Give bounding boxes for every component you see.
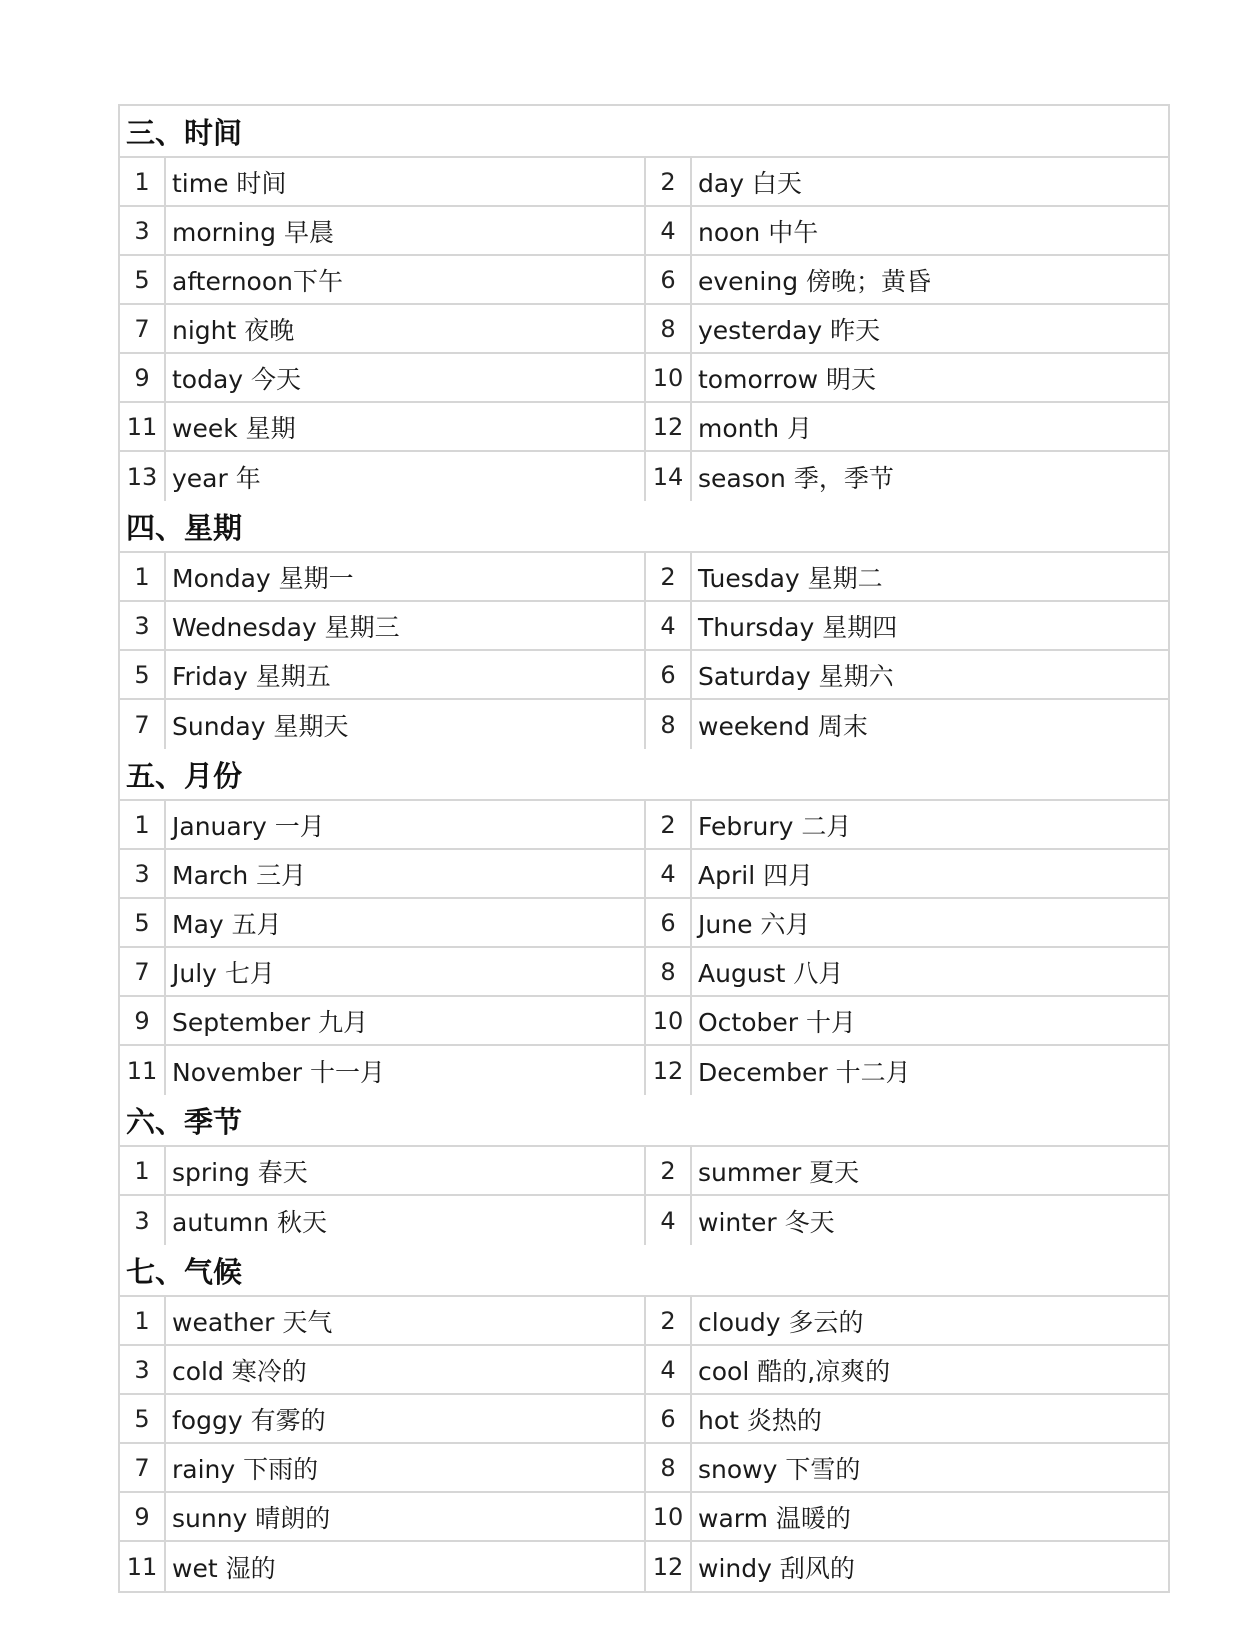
right-entry: [646, 602, 1168, 649]
left-entry: [120, 1346, 646, 1393]
entry-word: Saturday 星期六: [698, 661, 894, 691]
right-entry: [646, 1542, 1168, 1591]
left-entry: [120, 850, 646, 897]
entry-word: week 星期: [172, 413, 296, 443]
left-entry: [120, 1046, 646, 1095]
right-entry: [646, 158, 1168, 205]
right-entry: [646, 1147, 1168, 1194]
entry-word: afternoon下午: [172, 266, 343, 296]
entry-word: month 月: [698, 413, 813, 443]
right-entry: [646, 801, 1168, 848]
entry-word: today 今天: [172, 364, 302, 394]
entry-number: 9: [120, 354, 166, 401]
entry-number: 10: [646, 354, 692, 401]
table-row: [120, 700, 1168, 749]
left-entry: [120, 1493, 646, 1540]
right-entry: [646, 997, 1168, 1044]
right-entry: [646, 452, 1168, 501]
section-rows: [120, 1147, 1168, 1245]
left-entry: [120, 1444, 646, 1491]
right-entry: [646, 651, 1168, 698]
section-title: 七、气候: [120, 1245, 1168, 1297]
table-row: [120, 1395, 1168, 1444]
entry-number: 2: [646, 158, 692, 205]
table-row: [120, 801, 1168, 850]
left-entry: [120, 207, 646, 254]
entry-number: 2: [646, 553, 692, 600]
entry-number: 4: [646, 1196, 692, 1245]
left-entry: [120, 158, 646, 205]
right-entry: [646, 207, 1168, 254]
entry-word: day 白天: [698, 168, 802, 198]
entry-number: 6: [646, 1395, 692, 1442]
entry-number: 3: [120, 850, 166, 897]
entry-word: tomorrow 明天: [698, 364, 877, 394]
left-entry: [120, 1147, 646, 1194]
table-row: [120, 1493, 1168, 1542]
entry-number: 11: [120, 403, 166, 450]
entry-word: wet 湿的: [172, 1553, 276, 1583]
left-entry: [120, 801, 646, 848]
entry-word: August 八月: [698, 958, 844, 988]
left-entry: [120, 403, 646, 450]
left-entry: [120, 1542, 646, 1591]
left-entry: [120, 1196, 646, 1245]
left-entry: [120, 899, 646, 946]
entry-number: 2: [646, 801, 692, 848]
right-entry: [646, 899, 1168, 946]
entry-word: autumn 秋天: [172, 1207, 327, 1237]
entry-number: 6: [646, 651, 692, 698]
entry-number: 7: [120, 305, 166, 352]
entry-word: December 十二月: [698, 1057, 911, 1087]
entry-number: 8: [646, 305, 692, 352]
entry-number: 4: [646, 850, 692, 897]
entry-word: September 九月: [172, 1007, 369, 1037]
entry-word: Tuesday 星期二: [698, 563, 883, 593]
vocab-section-1: [120, 106, 1168, 501]
vocab-section-2: [120, 501, 1168, 749]
table-row: [120, 1444, 1168, 1493]
right-entry: [646, 1395, 1168, 1442]
table-row: [120, 1346, 1168, 1395]
entry-number: 8: [646, 1444, 692, 1491]
entry-number: 1: [120, 1297, 166, 1344]
entry-number: 4: [646, 602, 692, 649]
entry-number: 13: [120, 452, 166, 501]
entry-number: 1: [120, 1147, 166, 1194]
right-entry: [646, 1444, 1168, 1491]
entry-word: Friday 星期五: [172, 661, 331, 691]
vocabulary-table: [118, 104, 1170, 1593]
section-title: 五、月份: [120, 749, 1168, 801]
entry-word: spring 春天: [172, 1157, 308, 1187]
left-entry: [120, 354, 646, 401]
right-entry: [646, 403, 1168, 450]
entry-word: Thursday 星期四: [698, 612, 898, 642]
entry-word: morning 早晨: [172, 217, 334, 247]
table-row: [120, 354, 1168, 403]
entry-word: March 三月: [172, 860, 307, 890]
entry-word: rainy 下雨的: [172, 1454, 319, 1484]
entry-word: January 一月: [172, 811, 325, 841]
entry-number: 9: [120, 1493, 166, 1540]
left-entry: [120, 602, 646, 649]
entry-word: hot 炎热的: [698, 1405, 822, 1435]
right-entry: [646, 1493, 1168, 1540]
left-entry: [120, 997, 646, 1044]
right-entry: [646, 700, 1168, 749]
right-entry: [646, 1346, 1168, 1393]
right-entry: [646, 256, 1168, 303]
entry-word: cool 酷的,凉爽的: [698, 1356, 891, 1386]
entry-number: 7: [120, 700, 166, 749]
section-rows: [120, 553, 1168, 749]
entry-number: 7: [120, 948, 166, 995]
entry-word: weather 天气: [172, 1307, 333, 1337]
left-entry: [120, 452, 646, 501]
table-row: [120, 1147, 1168, 1196]
entry-number: 3: [120, 602, 166, 649]
entry-number: 11: [120, 1046, 166, 1095]
right-entry: [646, 553, 1168, 600]
entry-number: 12: [646, 1046, 692, 1095]
entry-number: 6: [646, 256, 692, 303]
entry-word: June 六月: [698, 909, 811, 939]
entry-word: November 十一月: [172, 1057, 386, 1087]
table-row: [120, 1542, 1168, 1591]
entry-word: Wednesday 星期三: [172, 612, 400, 642]
entry-word: noon 中午: [698, 217, 819, 247]
entry-word: warm 温暖的: [698, 1503, 851, 1533]
entry-number: 2: [646, 1297, 692, 1344]
table-row: [120, 602, 1168, 651]
entry-word: year 年: [172, 463, 261, 493]
right-entry: [646, 850, 1168, 897]
section-rows: [120, 1297, 1168, 1591]
entry-word: Februry 二月: [698, 811, 852, 841]
entry-word: weekend 周末: [698, 711, 868, 741]
right-entry: [646, 354, 1168, 401]
section-rows: [120, 801, 1168, 1095]
left-entry: [120, 948, 646, 995]
entry-number: 3: [120, 207, 166, 254]
entry-word: yesterday 昨天: [698, 315, 881, 345]
entry-number: 1: [120, 801, 166, 848]
entry-word: windy 刮风的: [698, 1553, 855, 1583]
table-row: [120, 452, 1168, 501]
table-row: [120, 1297, 1168, 1346]
table-row: [120, 1196, 1168, 1245]
table-row: [120, 948, 1168, 997]
entry-number: 3: [120, 1196, 166, 1245]
vocab-section-3: [120, 749, 1168, 1095]
entry-word: Monday 星期一: [172, 563, 354, 593]
entry-word: foggy 有雾的: [172, 1405, 326, 1435]
right-entry: [646, 1297, 1168, 1344]
entry-word: April 四月: [698, 860, 814, 890]
entry-number: 9: [120, 997, 166, 1044]
table-row: [120, 305, 1168, 354]
entry-word: October 十月: [698, 1007, 856, 1037]
table-row: [120, 403, 1168, 452]
entry-number: 1: [120, 553, 166, 600]
left-entry: [120, 553, 646, 600]
entry-word: May 五月: [172, 909, 282, 939]
entry-number: 4: [646, 207, 692, 254]
table-row: [120, 158, 1168, 207]
entry-word: snowy 下雪的: [698, 1454, 861, 1484]
left-entry: [120, 1395, 646, 1442]
left-entry: [120, 305, 646, 352]
entry-word: cloudy 多云的: [698, 1307, 864, 1337]
section-rows: [120, 158, 1168, 501]
table-row: [120, 997, 1168, 1046]
entry-number: 2: [646, 1147, 692, 1194]
table-row: [120, 1046, 1168, 1095]
entry-number: 10: [646, 997, 692, 1044]
entry-word: Sunday 星期天: [172, 711, 349, 741]
table-row: [120, 553, 1168, 602]
section-title: 三、时间: [120, 106, 1168, 158]
vocab-section-4: [120, 1095, 1168, 1245]
entry-number: 6: [646, 899, 692, 946]
entry-number: 10: [646, 1493, 692, 1540]
entry-word: July 七月: [172, 958, 275, 988]
right-entry: [646, 1046, 1168, 1095]
entry-number: 8: [646, 948, 692, 995]
section-title: 四、星期: [120, 501, 1168, 553]
entry-word: sunny 晴朗的: [172, 1503, 331, 1533]
section-title: 六、季节: [120, 1095, 1168, 1147]
entry-number: 12: [646, 403, 692, 450]
entry-word: cold 寒冷的: [172, 1356, 307, 1386]
entry-number: 7: [120, 1444, 166, 1491]
entry-number: 1: [120, 158, 166, 205]
entry-number: 8: [646, 700, 692, 749]
left-entry: [120, 700, 646, 749]
entry-word: night 夜晚: [172, 315, 295, 345]
entry-word: winter 冬天: [698, 1207, 835, 1237]
entry-word: season 季，季节: [698, 463, 894, 493]
entry-number: 4: [646, 1346, 692, 1393]
entry-word: time 时间: [172, 168, 287, 198]
left-entry: [120, 651, 646, 698]
entry-number: 11: [120, 1542, 166, 1591]
table-row: [120, 207, 1168, 256]
left-entry: [120, 1297, 646, 1344]
table-row: [120, 899, 1168, 948]
entry-number: 5: [120, 1395, 166, 1442]
table-row: [120, 850, 1168, 899]
entry-number: 3: [120, 1346, 166, 1393]
table-row: [120, 256, 1168, 305]
entry-number: 12: [646, 1542, 692, 1591]
entry-number: 5: [120, 899, 166, 946]
table-row: [120, 651, 1168, 700]
entry-word: evening 傍晚；黄昏: [698, 266, 932, 296]
left-entry: [120, 256, 646, 303]
right-entry: [646, 948, 1168, 995]
right-entry: [646, 305, 1168, 352]
vocab-section-5: [120, 1245, 1168, 1591]
entry-number: 14: [646, 452, 692, 501]
right-entry: [646, 1196, 1168, 1245]
entry-word: summer 夏天: [698, 1157, 860, 1187]
entry-number: 5: [120, 651, 166, 698]
entry-number: 5: [120, 256, 166, 303]
